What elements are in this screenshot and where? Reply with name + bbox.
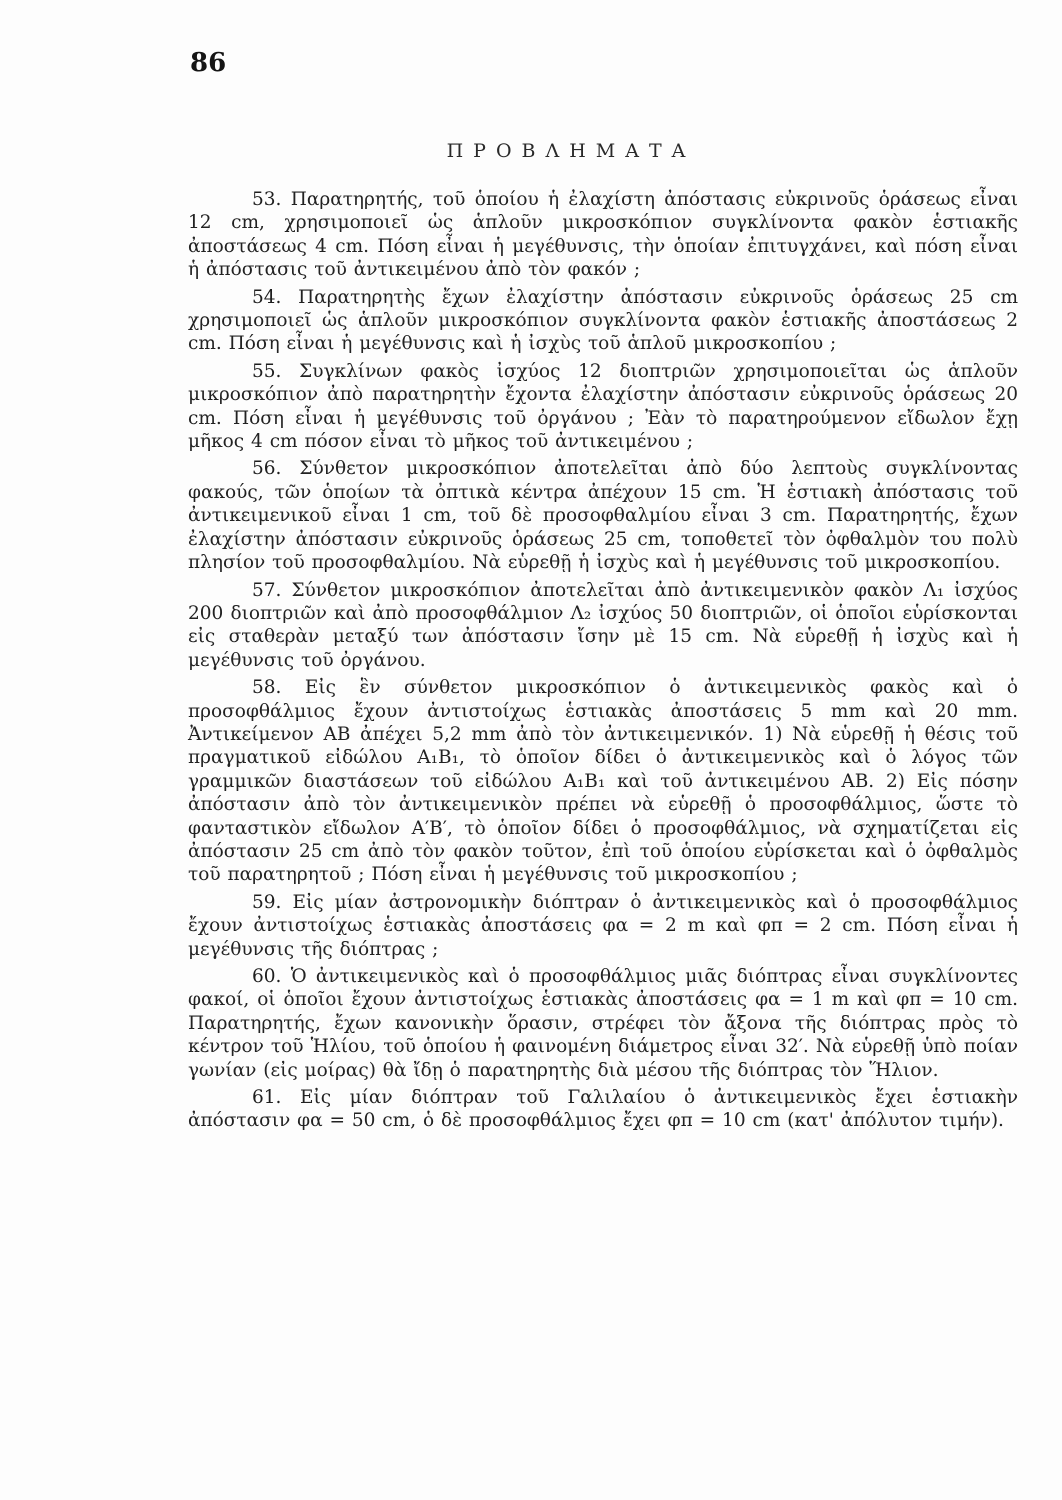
problem-number: 53.	[252, 189, 282, 210]
problem-text: Σύνθετον μικροσκόπιον ἀποτελεῖται ἀπὸ δύο λεπτοὺς συγκλίνοντας φακούς, τῶν ὁποίων τὰ ὀπτικὰ κέντρα ἀπέχουν 15 cm. Ἡ ἑστιακὴ ἀπόστασις τοῦ ἀντικειμενικοῦ εἶναι 1 cm, τοῦ δὲ προσοφθαλμίου εἶναι 3 cm. Παρατηρητής, ἔχων ἐλαχίστην ἀπόστασιν εὐκρινοῦς ὁράσεως 25 cm, τοποθετεῖ τὸν ὀφθαλμὸν του πολὺ πλησίον τοῦ προσοφθαλμίου. Νὰ εὑρεθῇ ἡ ἰσχὺς καὶ ἡ μεγέθυνσις τοῦ μικροσκοπίου.	[188, 458, 1019, 574]
page-number: 86	[190, 48, 227, 78]
problem-list	[188, 188, 1018, 1137]
problem-number: 55.	[252, 360, 282, 382]
problem-text: Παρατηρητὴς ἔχων ἐλαχίστην ἀπόστασιν εὐκρινοῦς ὁράσεως 25 cm χρησιμοποιεῖ ὡς ἁπλοῦν μικροσκόπιον συγκλίνοντα φακὸν ἑστιακῆς ἀποστάσεως 2 cm. Πόση εἶναι ἡ μεγέθυνσις καὶ ἡ ἰσχὺς τοῦ ἁπλοῦ μικροσκοπίου ;	[188, 286, 1018, 355]
problem-56	[188, 457, 1018, 574]
problem-text: Εἰς μίαν διόπτραν τοῦ Γαλιλαίου ὁ ἀντικειμενικὸς ἔχει ἑστιακὴν ἀπόστασιν φα = 50 cm, ὁ δὲ προσοφθάλμιος ἔχει φπ = 10 cm (κατ' ἀπόλυτον τιμήν).	[188, 1087, 1018, 1132]
problem-text: Ὁ ἀντικειμενικὸς καὶ ὁ προσοφθάλμιος μιᾶς διόπτρας εἶναι συγκλίνοντες φακοί, οἱ ὁποῖοι ἔχουν ἀντιστοίχως ἑστιακὰς ἀποστάσεις φα = 1 m καὶ φπ = 10 cm. Παρατηρητής, ἔχων κανονικὴν ὅρασιν, στρέφει τὸν ἄξονα τῆς διόπτρας πρὸς τὸ κέντρον τοῦ Ἡλίου, τοῦ ὁποίου ἡ φαινομένη διάμετρος εἶναι 32′. Νὰ εὑρεθῇ ὑπὸ ποίαν γωνίαν (εἰς μοίρας) θὰ ἴδῃ ὁ παρατηρητὴς διὰ μέσου τῆς διόπτρας τὸν Ἥλιον.	[188, 966, 1018, 1081]
problem-text: Συγκλίνων φακὸς ἰσχύος 12 διοπτριῶν χρησιμοποιεῖται ὡς ἁπλοῦν μικροσκόπιον ἀπὸ παρατηρητὴν ἔχοντα ἐλαχίστην ἀπόστασιν εὐκρινοῦς ὁράσεως 20 cm. Πόση εἶναι ἡ μεγέθυνσις τοῦ ὀργάνου ; Ἐὰν τὸ παρατηρούμενον εἴδωλον ἔχῃ μῆκος 4 cm πόσον εἶναι τὸ μῆκος τοῦ ἀντικειμένου ;	[188, 360, 1018, 453]
problem-53	[188, 188, 1018, 282]
problem-54	[188, 286, 1018, 356]
problem-number: 54.	[252, 286, 282, 308]
problem-text: Παρατηρητής, τοῦ ὁποίου ἡ ἐλαχίστη ἀπόστασις εὐκρινοῦς ὁράσεως εἶναι 12 cm, χρησιμοποιεῖ ὡς ἁπλοῦν μικροσκόπιον συγκλίνοντα φακὸν ἑστιακῆς ἀποστάσεως 4 cm. Πόση εἶναι ἡ μεγέθυνσις, τὴν ὁποίαν ἐπιτυγχάνει, καὶ πόση εἶναι ἡ ἀπόστασις τοῦ ἀντικειμένου ἀπὸ τὸν φακόν ;	[188, 189, 1018, 281]
problem-number: 60.	[252, 966, 282, 987]
problem-number: 59.	[252, 891, 282, 913]
problem-number: 61.	[252, 1087, 282, 1109]
problem-number: 57.	[252, 579, 282, 601]
problem-55	[188, 360, 1018, 454]
problem-text: Εἰς μίαν ἀστρονομικὴν διόπτραν ὁ ἀντικειμενικὸς καὶ ὁ προσοφθάλμιος ἔχουν ἀντιστοίχως ἑστιακὰς ἀποστάσεις φα = 2 m καὶ φπ = 2 cm. Πόση εἶναι ἡ μεγέθυνσις τῆς διόπτρας ;	[188, 891, 1018, 960]
problem-number: 56.	[252, 458, 282, 480]
problem-text: Εἰς ἓν σύνθετον μικροσκόπιον ὁ ἀντικειμενικὸς φακὸς καὶ ὁ προσοφθάλμιος ἔχουν ἀντιστοίχως ἑστιακὰς ἀποστάσεις 5 mm καὶ 20 mm. Ἀντικείμενον ΑΒ ἀπέχει 5,2 mm ἀπὸ τὸν ἀντικειμενικόν. 1) Νὰ εὑρεθῇ ἡ θέσις τοῦ πραγματικοῦ εἰδώλου Α₁Β₁, τὸ ὁποῖον δίδει ὁ ἀντικειμενικὸς καὶ ὁ λόγος τῶν γραμμικῶν διαστάσεων τοῦ εἰδώλου Α₁Β₁ καὶ τοῦ ἀντικειμένου ΑΒ. 2) Εἰς πόσην ἀπόστασιν ἀπὸ τὸν ἀντικειμενικὸν πρέπει νὰ εὑρεθῇ ὁ προσοφθάλμιος, ὥστε τὸ φανταστικὸν εἴδωλον Α′Β′, τὸ ὁποῖον δίδει ὁ προσοφθάλμιος, νὰ σχηματίζεται εἰς ἀπόστασιν 25 cm ἀπὸ τὸν φακὸν τοῦτον, ἐπὶ τοῦ ὁποίου εὑρίσκεται καὶ ὁ ὀφθαλμὸς τοῦ παρατηρητοῦ ; Πόση εἶναι ἡ μεγέθυνσις τοῦ μικροσκοπίου ;	[188, 677, 1019, 886]
problem-number: 58.	[252, 677, 282, 699]
problem-60	[188, 965, 1018, 1082]
section-title: ΠΡΟΒΛΗΜΑΤΑ	[446, 140, 696, 162]
problem-text: Σύνθετον μικροσκόπιον ἀποτελεῖται ἀπὸ ἀντικειμενικὸν φακὸν Λ₁ ἰσχύος 200 διοπτριῶν καὶ ἀπὸ προσοφθάλμιον Λ₂ ἰσχύος 50 διοπτριῶν, οἱ ὁποῖοι εὑρίσκονται εἰς σταθερὰν μεταξύ των ἀπόστασιν ἴσην μὲ 15 cm. Νὰ εὑρεθῇ ἡ ἰσχὺς καὶ ἡ μεγέθυνσις τοῦ ὀργάνου.	[188, 579, 1018, 671]
problem-58	[188, 676, 1018, 887]
problem-59	[188, 891, 1018, 961]
problem-57	[188, 579, 1018, 673]
problem-61	[188, 1086, 1018, 1133]
